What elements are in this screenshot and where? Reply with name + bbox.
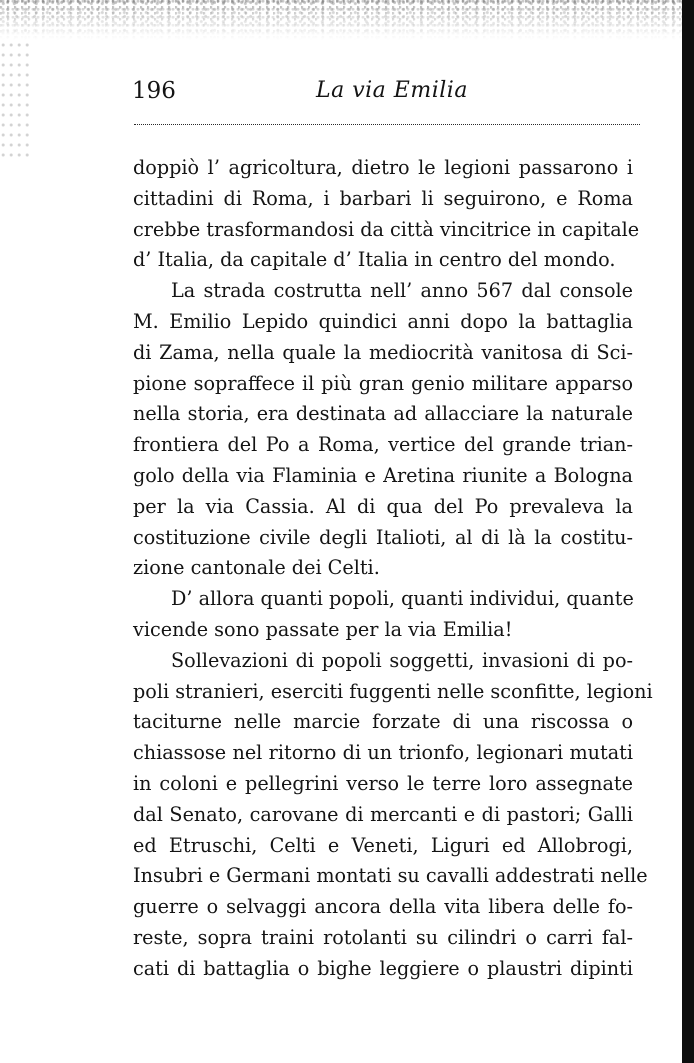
- text-line: reste, sopra traini rotolanti su cilindri o carri fal-: [133, 925, 633, 949]
- body-text: [133, 153, 653, 985]
- text-line: M. Emilio Lepido quindici anni dopo la battaglia: [133, 309, 633, 333]
- scan-noise-left: [0, 40, 30, 160]
- page-number: 196: [132, 78, 176, 104]
- scan-edge-right: [682, 0, 694, 1063]
- text-line: chiassose nel ritorno di un trionfo, legionari mutati: [133, 741, 633, 765]
- text-line: per la via Cassia. Al di qua del Po prevaleva la: [133, 494, 633, 518]
- text-line: cittadini di Roma, i barbari li seguirono, e Roma: [133, 186, 633, 210]
- text-line: di Zama, nella quale la mediocrità vanitosa di Sci-: [133, 340, 633, 364]
- paragraph-start-line: D’ allora quanti popoli, quanti individui, quante: [171, 587, 634, 611]
- text-line: nella storia, era destinata ad allacciare la naturale: [133, 402, 633, 426]
- text-line: d’ Italia, da capitale d’ Italia in centro del mondo.: [133, 248, 616, 272]
- text-line: golo della via Flaminia e Aretina riunite a Bologna: [133, 463, 633, 487]
- text-line: frontiera del Po a Roma, vertice del grande trian-: [133, 433, 633, 457]
- running-title: La via Emilia: [316, 78, 468, 103]
- text-line: pione sopraffece il più gran genio militare apparso: [133, 371, 633, 395]
- header-rule: [134, 124, 640, 125]
- text-line: taciturne nelle marcie forzate di una riscossa o: [133, 710, 633, 734]
- scan-noise-top: [0, 0, 694, 40]
- text-line: doppiò l’ agricoltura, dietro le legioni passarono i: [133, 156, 633, 179]
- text-line: in coloni e pellegrini verso le terre loro assegnate: [133, 771, 633, 795]
- text-line: cati di battaglia o bighe leggiere o plaustri dipinti: [133, 956, 633, 980]
- text-line: Insubri e Germani montati su cavalli addestrati nelle: [133, 864, 648, 888]
- text-line: ed Etruschi, Celti e Veneti, Liguri ed Allobrogi,: [133, 833, 633, 857]
- text-line: poli stranieri, eserciti fuggenti nelle sconfitte, legioni: [133, 679, 653, 703]
- text-line: guerre o selvaggi ancora della vita libera delle fo-: [133, 895, 633, 919]
- page-header: [132, 76, 640, 110]
- text-line: costituzione civile degli Italioti, al di là la costitu-: [133, 525, 633, 549]
- paragraph-start-line: La strada costrutta nell’ anno 567 dal console: [171, 279, 633, 303]
- paragraph-start-line: Sollevazioni di popoli soggetti, invasioni di po-: [171, 648, 633, 672]
- text-line: vicende sono passate per la via Emilia!: [133, 617, 513, 641]
- text-line: dal Senato, carovane di mercanti e di pastori; Galli: [133, 802, 633, 826]
- text-line: zione cantonale dei Celti.: [133, 556, 380, 580]
- text-line: crebbe trasformandosi da città vincitrice in capitale: [133, 217, 640, 241]
